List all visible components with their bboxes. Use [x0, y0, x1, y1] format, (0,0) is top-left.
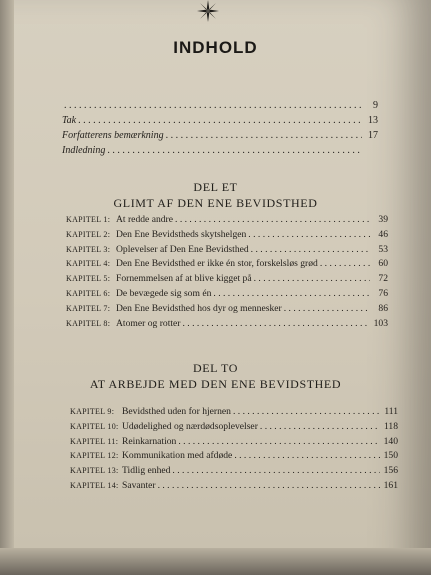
- chapter-number: KAPITEL 14:: [70, 481, 119, 490]
- toc-entry-label: Indledning: [62, 145, 106, 156]
- toc-entry-page: 13: [368, 115, 378, 126]
- toc-entry: [62, 99, 378, 112]
- chapter-number: KAPITEL 4:: [66, 259, 111, 269]
- chapter-page: 76: [378, 288, 388, 299]
- leader-dots: [158, 479, 380, 492]
- page-gutter: [0, 0, 14, 575]
- chapter-number: KAPITEL 13:: [70, 466, 119, 476]
- toc-entry-page: 9: [373, 100, 378, 111]
- chapter-page: 103: [373, 317, 388, 329]
- chapter-title: Reinkarnation: [122, 435, 177, 447]
- leader-dots: [251, 243, 370, 256]
- chapter-entry: [70, 449, 398, 462]
- leader-dots: [248, 228, 370, 241]
- part-subheading: AT ARBEJDE MED DEN ENE BEVIDSTHED: [89, 377, 342, 391]
- chapter-entry: [70, 420, 398, 433]
- chapter-entry: [66, 287, 388, 300]
- chapter-number: KAPITEL 11:: [70, 436, 119, 446]
- toc-entry-label: Tak: [62, 115, 77, 126]
- toc-entry-page: 17: [368, 130, 378, 141]
- chapter-number: KAPITEL 12:: [70, 451, 119, 461]
- chapter-number: KAPITEL 3:: [66, 244, 111, 254]
- leader-dots: [213, 287, 370, 300]
- chapter-title: Tidlig enhed: [122, 465, 171, 477]
- leader-dots: [234, 449, 380, 462]
- leader-dots: [78, 114, 362, 127]
- chapter-page: 72: [378, 273, 388, 285]
- chapter-entry: [66, 317, 388, 330]
- page-title: INDHOLD: [173, 38, 258, 57]
- leader-dots: [260, 420, 380, 433]
- chapter-entry: [70, 405, 398, 418]
- leader-dots: [178, 435, 380, 448]
- page-bottom-edge: [0, 548, 431, 575]
- part-heading: DEL ET: [193, 180, 238, 194]
- leader-dots: [64, 99, 362, 112]
- chapter-title: Den Ene Bevidsthed hos dyr og mennesker: [116, 302, 282, 314]
- chapter-number: KAPITEL 5:: [66, 274, 111, 284]
- chapter-title: Fornemmelsen af at blive kigget på: [116, 273, 252, 285]
- leader-dots: [166, 129, 362, 142]
- toc-entry: [62, 114, 378, 127]
- leader-dots: [107, 144, 362, 157]
- chapter-title: Den Ene Bevidsthed er ikke én stor, forskelsløs grød: [116, 258, 318, 270]
- chapter-entry: [66, 213, 388, 226]
- leader-dots: [284, 302, 370, 315]
- chapter-title: Atomer og rotter: [116, 317, 181, 329]
- chapter-number: KAPITEL 9:: [70, 407, 115, 416]
- chapter-page: 140: [383, 435, 398, 447]
- chapter-number: KAPITEL 8:: [66, 318, 111, 328]
- chapter-page: 60: [378, 258, 388, 270]
- toc-entry: [62, 129, 378, 142]
- chapter-page: 156: [383, 465, 398, 477]
- chapter-number: KAPITEL 10:: [70, 421, 119, 431]
- leader-dots: [182, 317, 370, 330]
- chapter-entry: [66, 302, 388, 315]
- chapter-title: Kommunikation med afdøde: [122, 450, 233, 462]
- leader-dots: [320, 257, 370, 270]
- chapter-number: KAPITEL 1:: [66, 215, 111, 224]
- chapter-entry: [66, 243, 388, 256]
- chapter-page: 111: [384, 406, 398, 417]
- chapter-title: Bevidsthed uden for hjernen: [122, 406, 231, 417]
- chapter-entry: [70, 464, 398, 477]
- chapter-title: Udødelighed og nærdødsoplevelser: [122, 420, 258, 432]
- chapter-title: Den Ene Bevidstheds skytshelgen: [116, 228, 247, 240]
- chapter-title: De bevægede sig som én: [116, 288, 212, 299]
- chapter-page: 161: [383, 480, 398, 491]
- leader-dots: [254, 272, 370, 285]
- star-ornament-icon: [197, 0, 219, 22]
- chapter-page: 53: [378, 243, 388, 255]
- chapter-page: 86: [378, 302, 388, 314]
- chapter-number: KAPITEL 6:: [66, 289, 111, 298]
- chapter-entry: [70, 479, 398, 492]
- part-heading: DEL TO: [192, 361, 239, 375]
- chapter-entry: [70, 435, 398, 448]
- leader-dots: [175, 213, 370, 226]
- leader-dots: [172, 464, 380, 477]
- chapter-entry: [66, 257, 388, 270]
- chapter-number: KAPITEL 7:: [66, 303, 111, 313]
- chapter-title: At redde andre: [116, 214, 174, 225]
- chapter-page: 150: [383, 450, 398, 462]
- leader-dots: [233, 405, 380, 418]
- chapter-page: 118: [383, 420, 398, 432]
- part-subheading: GLIMT AF DEN ENE BEVIDSTHED: [113, 196, 318, 210]
- chapter-entry: [66, 228, 388, 241]
- chapter-number: KAPITEL 2:: [66, 229, 111, 239]
- chapter-title: Savanter: [122, 480, 156, 491]
- chapter-entry: [66, 272, 388, 285]
- chapter-page: 46: [378, 228, 388, 240]
- toc-entry: [62, 144, 378, 157]
- chapter-page: 39: [378, 214, 388, 225]
- chapter-title: Oplevelser af Den Ene Bevidsthed: [116, 243, 249, 255]
- toc-entry-label: Forfatterens bemærkning: [62, 130, 164, 141]
